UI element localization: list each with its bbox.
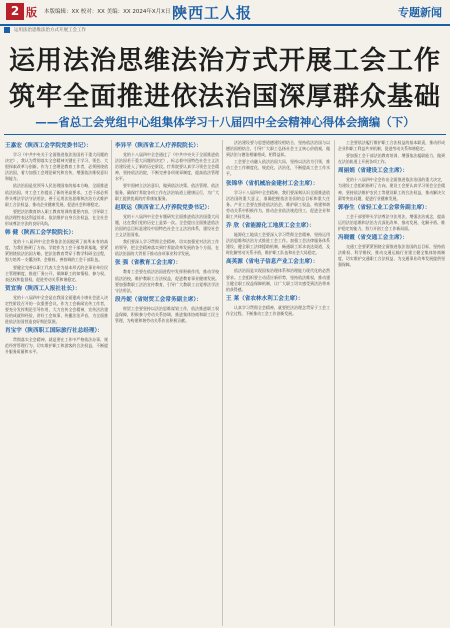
column-divider	[222, 140, 223, 626]
article-paragraph: 党的十八届四中全会将依法治国提到了前所未有的高度，为我们指明了方向。学院作为工会干部培训基地，要紧紧围绕依法治国方略，把法治教育贯穿于教学科研全过程，努力培养一支懂法律、会维权、善协调的工会干部队伍。	[5, 239, 108, 263]
sub-bar	[0, 27, 450, 33]
article-paragraph: 依法治国是党领导人民治理国家的基本方略，全面推进依法治国，对工会工作提出了新的更高要求。工会干部必须带头尊法学法守法用法，善于运用法治思维和法治方式维护职工合法权益、推动企业健康发展、促进社会和谐稳定。	[5, 183, 108, 207]
article-paragraph: 学习《中共中央关于全面推进依法治国若干重大问题的决定》，我认为贯彻落实全会精神关键在于学习、领会、大胆探索改革与创新。作为工会理论教育工作者，必须围绕依法治国，着力加强工会理论研究和宣传，增强依法维权意识和能力。	[5, 152, 108, 182]
article-paragraph: 工会要主动融入依法治国大局，坚持以法治为引领，推动工会工作制度化、规范化、法治化，不断提高工会工作水平。	[226, 159, 330, 177]
article-author: 冯晓霞（省交通工会主席）：	[338, 235, 408, 242]
article-author: 张 强（省教育工会主席）：	[115, 260, 182, 267]
headline-line-2: 筑牢全面推进依法治国深厚群众基础	[8, 82, 441, 112]
article-author: 周丽娟（省建设工会主席）：	[338, 168, 408, 175]
article-paragraph: 要牢固树立法治意识，做到依法决策、依法管理、依法服务，确保疗养院各项工作在法治轨道上健康运行，为广大职工提供优质的疗养康复服务。	[115, 183, 219, 201]
article-author: 赵联运（陕西省工人疗养院党委书记）：	[115, 204, 213, 211]
article-paragraph: 要把法治教育纳入职工教育培训的重要内容，引导职工依法理性表达利益诉求，依法维护自身合法权益，在全社会形成尊法守法的良好风尚。	[5, 208, 108, 227]
article-author: 贺宜驹（陕西工人报社社长）：	[5, 285, 81, 292]
column-divider	[111, 140, 112, 626]
headline-rule	[4, 134, 446, 135]
article-paragraph: 我们要深入学习贯彻全会精神，切实加强党对法治工作的领导，把全会精神落实到疗养院改革发展的各个方面，在依法治国的大背景下推动各项事业科学发展。	[115, 239, 219, 257]
article-paragraph: 能源化工地质工会要深入学习贯彻全会精神，坚持运用法治思维和法治方式推进工会工作。加强工会法律服务体系建设，健全职工法律援助机制，畅通职工诉求表达渠道，及时化解劳动关系矛盾，维护职工队伍和社会大局稳定。	[226, 232, 330, 256]
headline-deck: ——省总工会党组中心组集体学习十八届四中全会精神心得体会摘编（下）	[35, 115, 415, 129]
column-4	[338, 140, 445, 626]
bullet-icon	[4, 27, 10, 33]
article-author: 乔 欣（省能源化工地质工会主席）：	[226, 223, 315, 230]
article-paragraph: 交通工会要紧紧围绕全面推进依法治国的总目标，坚持依法维权、科学维权，推动交通运输行业建立健全集体协商制度，切实维护交通职工合法权益，为交通事业改革发展提供坚强保障。	[338, 244, 445, 268]
page-label: 版	[26, 6, 37, 19]
article-paragraph: 党的十八届四中全会专题研究全面推进依法治国重大问题，这在我们党的历史上是第一次。全会提出全面推进依法治国的总目标是建设中国特色社会主义法治体系，建设社会主义法治国家。	[115, 213, 219, 238]
masthead: 陕西工人报	[172, 4, 253, 22]
column-2	[115, 140, 219, 626]
article-author: 郭春生（省轻工业工会常务副主席）：	[338, 204, 431, 211]
article-author: 张锦华（省机械冶金建材工会主席）：	[226, 180, 319, 187]
column-divider	[334, 140, 335, 626]
article-paragraph: 工会要依法履行维护职工合法权益的基本职责，推动形成企业和职工利益共享机制，促进劳动关系和谐稳定。	[338, 140, 445, 152]
article-paragraph: 党的十八届四中全会是在我国全面建成小康社会进入决定性阶段召开的一次重要会议。作为工会新闻宣传工作者，要充分发挥舆论引导作用，大力宣传全会精神，宣传法治建设的成就和经验，讲好工会故事，传播法治声音，为全面推进依法治国营造良好舆论氛围。	[5, 294, 108, 325]
page-meta: 本版编辑：XX 校对：XX 美编：XX 2024年X月X日 星期X	[44, 9, 187, 15]
article-paragraph: 要健全完善以职工代表大会为基本形式的企事业单位民主管理制度，推进厂务公开，保障职工的知情权、参与权、表达权和监督权，促进劳动关系和谐稳定。	[5, 264, 108, 282]
page-number: 2	[6, 3, 24, 20]
article-paragraph: 法治建设要与思想道德建设相结合，坚持依法治国与以德治国相结合，引导广大职工弘扬社会主义核心价值观，做到法治与德治相辅相成、相得益彰。	[226, 140, 330, 158]
article-author: 王嘉宏（陕西工会学院党委书记）：	[5, 143, 92, 149]
article-author: 段丹妮（省财贸工会常务副主席）：	[115, 296, 202, 303]
section-title: 专题新闻	[398, 6, 442, 19]
article-paragraph: 党的十八届四中全会作出全面推进依法治国的重大决定，为建设工会组织指明了方向。建设工会要认真学习领会全会精神，坚持依法维护农民工等建设职工的合法权益，推动解决欠薪等突出问题，促进行业健康发展。	[338, 177, 445, 201]
article-paragraph: 认真学习贯彻全会精神，就要把法治理念贯穿于工会工作全过程，不断推动工会工作创新发展。	[226, 304, 330, 316]
headline-line-1: 运用法治思维法治方式开展工会工作	[8, 46, 441, 76]
article-paragraph: 贯彻落实全会精神，就是要在工作中严格依法办事，规范经营管理行为，切实维护职工和游客的合法权益，不断提升服务质量和水平。	[5, 337, 108, 355]
column-1	[5, 140, 108, 626]
article-paragraph: 依法治国是实现国家治理体系和治理能力现代化的必然要求。工会组织要主动适应新形势，坚持依法维权，推动建立健全职工权益保障机制，让广大职工切实感受到法治带来的获得感。	[226, 268, 330, 292]
sub-bar-text: 运用法治思维法治方式开展工会工作	[14, 28, 86, 33]
page-header	[0, 0, 450, 26]
article-author: 韩 健（陕西工会学院院长）：	[5, 230, 77, 237]
article-paragraph: 工会干部要带头学法尊法守法用法，增强法治观念，提高运用法治思维和法治方式深化改革、推动发展、化解矛盾、维护稳定的能力，努力开创工会工作新局面。	[338, 213, 445, 231]
article-author: 肖宝宇（陕西职工国际旅行社总经理）：	[5, 328, 103, 335]
article-author: 王 莱（省农林水利工会主席）：	[226, 295, 304, 302]
column-3	[226, 140, 330, 626]
article-author: 李异平（陕西省工人疗养院院长）：	[115, 143, 202, 149]
article-paragraph: 财贸工会要坚持以法治思维谋划工作，依法推进职工权益保障，积极参与劳动关系协调，推进集体协商和职工民主管理，为构建和谐劳动关系作出积极贡献。	[115, 305, 219, 323]
article-paragraph: 要加强工会干部法治教育培训，增强依法履职能力，做到在法治轨道上开展各项工作。	[338, 153, 445, 165]
article-author: 高英源（省电子信息产业工会主席）：	[226, 259, 319, 266]
article-paragraph: 党的十八届四中全会通过了《中共中央关于全面推进依法治国若干重大问题的决定》，标志着中国特色社会主义法治建设进入了新的历史阶段。疗养院要认真学习领会全会精神，坚持依法治院，不断完善各项规章制度，提高依法管理水平。	[115, 152, 219, 182]
article-paragraph: 学习十八届四中全会精神，我们要深刻认识全面推进依法治国的重大意义，准确把握依法治国的总目标和重大任务。产业工会要在推进依法治企、维护职工权益、构建和谐劳动关系中积极作为，推动企业依法规范用工，促进企业和职工共同发展。	[226, 189, 330, 219]
article-paragraph: 教育工会要在依法治国进程中发挥积极作用，推动学校依法治校，维护教职工合法权益，促进教育事业健康发展。要加强教职工法治宣传教育，引导广大教职工自觉尊法学法守法用法。	[115, 269, 219, 293]
